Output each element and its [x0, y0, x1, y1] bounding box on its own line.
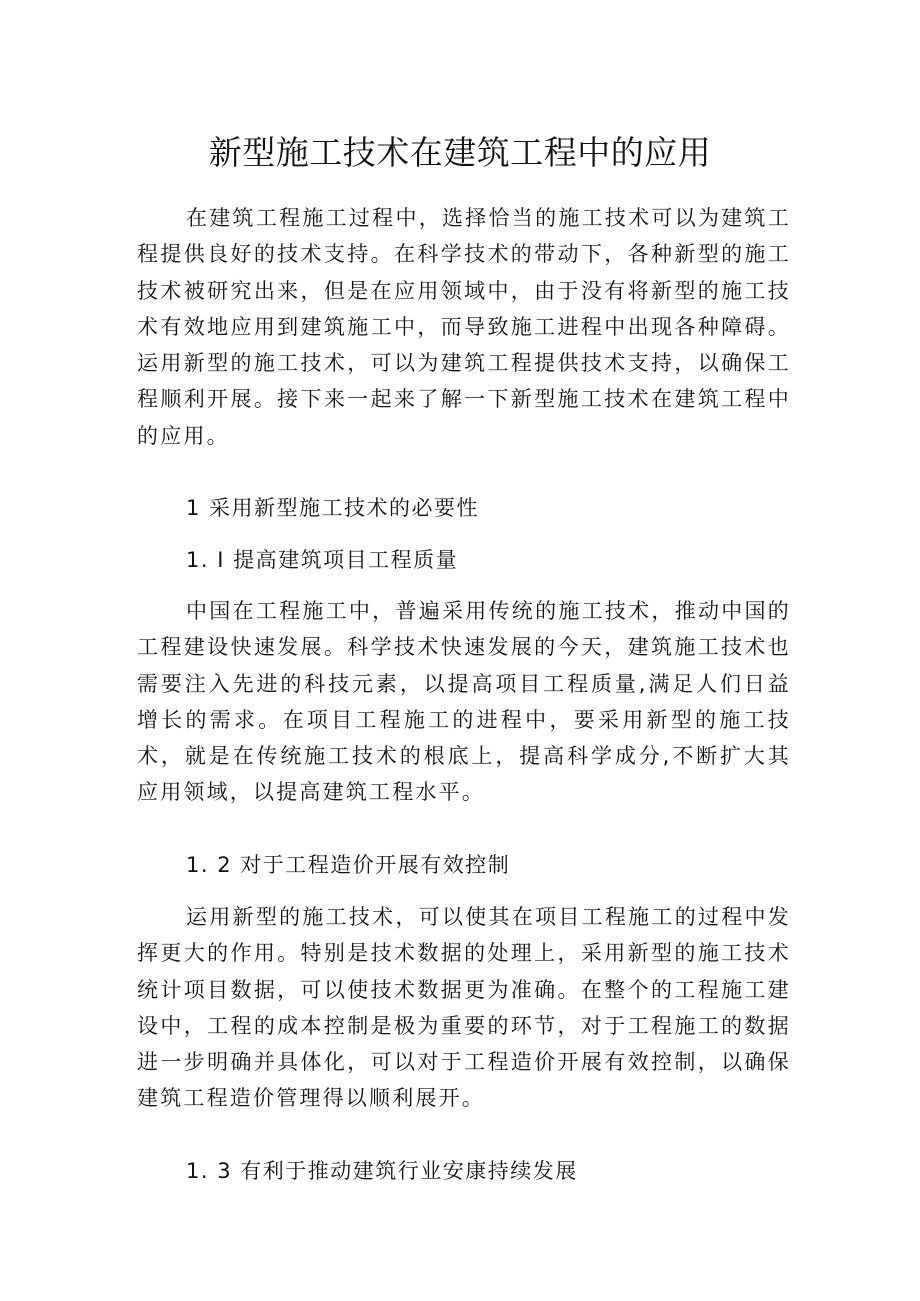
- section-1-1-heading: 1. I 提高建筑项目工程质量: [186, 548, 459, 572]
- section-1-heading: 1 采用新型施工技术的必要性: [186, 496, 480, 520]
- intro-paragraph: 在建筑工程施工过程中，选择恰当的施工技术可以为建筑工程提供良好的技术支持。在科学技术的带动下，各种新型的施工技术被研究出来，但是在应用领域中，由于没有将新型的施工技术有效地应用到建筑施工中，而导致施工进程中出现各种障碍。运用新型的施工技术，可以为建筑工程提供技术支持，以确保工程顺利开展。接下来一起来了解一下新型施工技术在建筑工程中的应用。: [137, 206, 791, 448]
- section-1-2-heading: 1. 2 对于工程造价开展有效控制: [186, 853, 511, 877]
- section-1-3-heading: 1. 3 有利于推动建筑行业安康持续发展: [186, 1159, 578, 1183]
- section-1-2-paragraph: 运用新型的施工技术，可以使其在项目工程施工的过程中发挥更大的作用。特别是技术数据的处理上，采用新型的施工技术统计项目数据，可以使技术数据更为准确。在整个的工程施工建设中，工程的成本控制是极为重要的环节，对于工程施工的数据进一步明确并具体化，可以对于工程造价开展有效控制，以确保建筑工程造价管理得以顺利展开。: [137, 905, 791, 1111]
- document-title: 新型施工技术在建筑工程中的应用: [208, 133, 712, 172]
- section-1-1-paragraph: 中国在工程施工中，普遍采用传统的施工技术，推动中国的工程建设快速发展。科学技术快速发展的今天，建筑施工技术也需要注入先进的科技元素，以提高项目工程质量,满足人们日益增长的需求。在项目工程施工的进程中，要采用新型的施工技术，就是在传统施工技术的根底上，提高科学成分,不断扩大其应用领域，以提高建筑工程水平。: [137, 599, 791, 805]
